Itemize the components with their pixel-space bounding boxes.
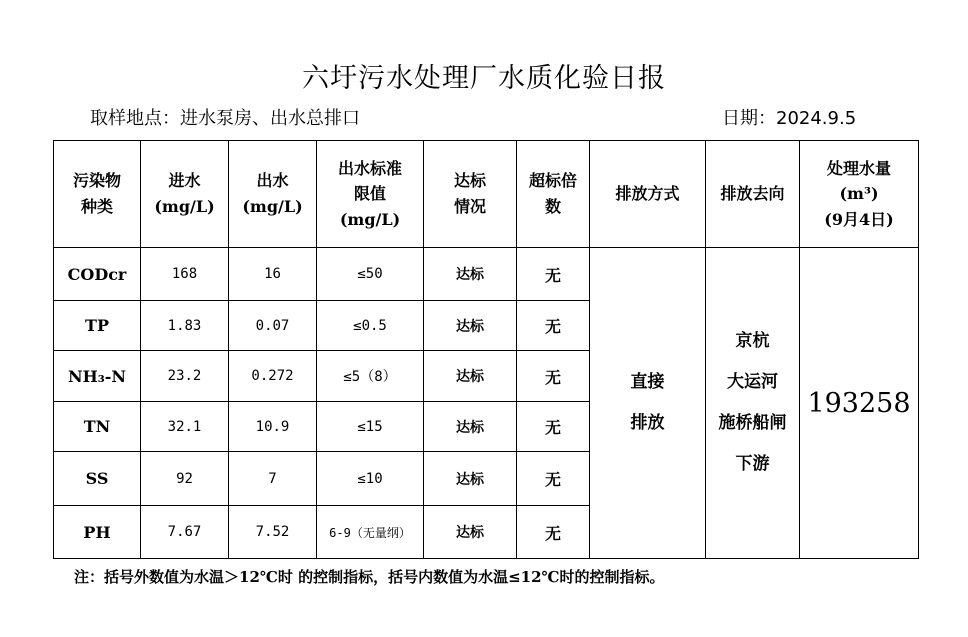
header-outflow: 出水 (mg/L) [229,141,317,248]
header-pollutant: 污染物 种类 [54,141,141,248]
water-quality-table [53,140,919,559]
pollutant-cell: CODcr [54,248,141,301]
inflow-cell: 92 [141,452,229,506]
outflow-cell: 16 [229,248,317,301]
limit-cell: ≤15 [317,402,424,452]
header-volume: 处理水量 (m³) (9月4日) [800,141,919,248]
status-cell: 达标 [424,506,517,559]
header-discharge-to: 排放去向 [706,141,800,248]
exceed-cell: 无 [517,452,590,506]
table-row [54,248,919,301]
pollutant-cell: SS [54,452,141,506]
pollutant-cell: TN [54,402,141,452]
pollutant-cell: PH [54,506,141,559]
outflow-cell: 0.272 [229,351,317,402]
inflow-cell: 23.2 [141,351,229,402]
header-exceed: 超标倍 数 [517,141,590,248]
exceed-cell: 无 [517,301,590,351]
outflow-cell: 10.9 [229,402,317,452]
status-cell: 达标 [424,402,517,452]
sample-location: 取样地点：进水泵房、出水总排口 [90,108,360,129]
limit-cell: 6-9（无量纲） [317,506,424,559]
inflow-cell: 7.67 [141,506,229,559]
limit-cell: ≤10 [317,452,424,506]
exceed-cell: 无 [517,248,590,301]
header-compliance: 达标 情况 [424,141,517,248]
outflow-cell: 7 [229,452,317,506]
limit-cell: ≤5（8） [317,351,424,402]
inflow-cell: 32.1 [141,402,229,452]
pollutant-cell: NH₃-N [54,351,141,402]
status-cell: 达标 [424,351,517,402]
outflow-cell: 0.07 [229,301,317,351]
report-title: 六圩污水处理厂水质化验日报 [302,63,666,94]
discharge-method-cell: 直接 排放 [590,248,706,559]
limit-cell: ≤50 [317,248,424,301]
status-cell: 达标 [424,452,517,506]
outflow-cell: 7.52 [229,506,317,559]
header-discharge-method: 排放方式 [590,141,706,248]
limit-cell: ≤0.5 [317,301,424,351]
status-cell: 达标 [424,301,517,351]
header-row [54,141,919,248]
inflow-cell: 168 [141,248,229,301]
exceed-cell: 无 [517,506,590,559]
status-cell: 达标 [424,248,517,301]
report-date: 日期：2024.9.5 [722,108,857,129]
exceed-cell: 无 [517,351,590,402]
pollutant-cell: TP [54,301,141,351]
footnote: 注：括号外数值为水温＞12℃时 的控制指标，括号内数值为水温≤12℃时的控制指标。 [74,568,665,586]
exceed-cell: 无 [517,402,590,452]
volume-cell: 193258 [800,248,919,559]
header-limit: 出水标准 限值 (mg/L) [317,141,424,248]
header-inflow: 进水 (mg/L) [141,141,229,248]
discharge-to-cell: 京杭 大运河 施桥船闸 下游 [706,248,800,559]
inflow-cell: 1.83 [141,301,229,351]
